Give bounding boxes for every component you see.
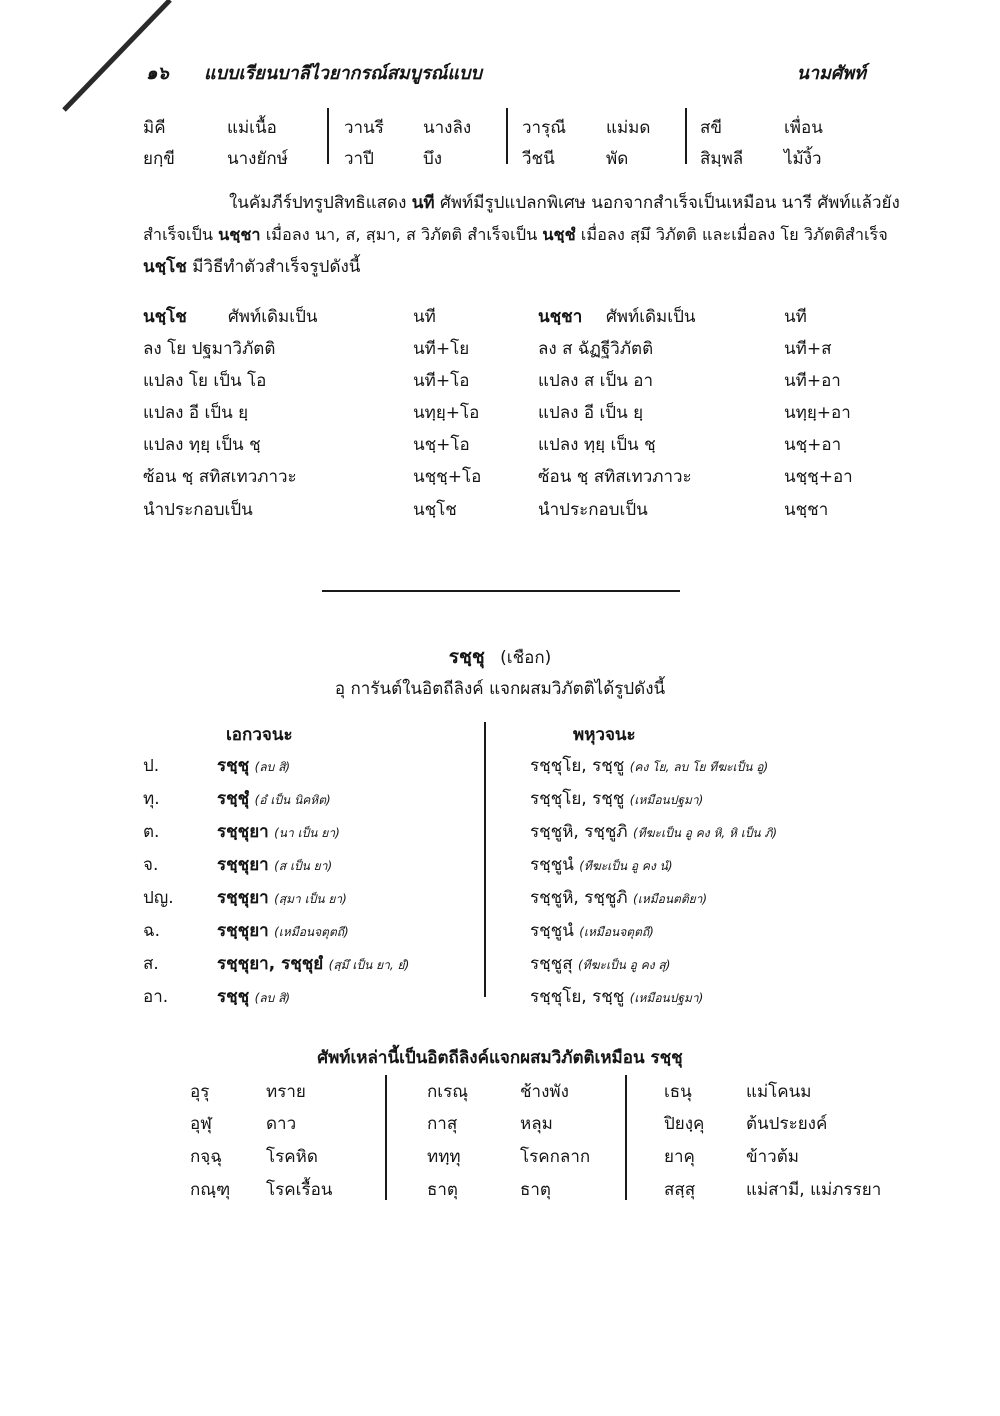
similar-word-pali: สสฺสุ	[664, 1180, 696, 1200]
plural-form	[530, 884, 707, 911]
singular-word: รชฺชุยา	[217, 888, 269, 908]
singular-form	[217, 917, 349, 944]
similar-word-thai: ข้าวต้ม	[746, 1147, 799, 1167]
singular-note: (ลบ สิ)	[254, 760, 291, 774]
case-label: ทุ.	[143, 789, 160, 809]
vocab-thai: บึง	[423, 149, 443, 169]
plural-form	[530, 818, 777, 845]
vocab-thai: นางยักษ์	[227, 149, 288, 169]
plural-word: รชฺชุโย, รชฺชู	[530, 756, 625, 776]
declension-title	[0, 642, 1000, 672]
plural-word: รชฺชูนํ	[530, 855, 574, 875]
derivation-step: แปลง ส เป็น อา	[538, 371, 654, 391]
vocab-pali: วารุณี	[522, 118, 566, 138]
derivation-result: นทฺยฺ+อา	[784, 403, 851, 423]
paragraph-bold-term: นชฺโช	[143, 257, 187, 277]
derivation-result: นชฺชา	[784, 500, 829, 520]
similar-word-thai: ทราย	[266, 1082, 306, 1102]
derivation-result: นชฺชฺ+อา	[784, 467, 853, 487]
singular-form	[217, 752, 290, 779]
plural-note: (เหมือนปฐมา)	[629, 991, 704, 1005]
derivation-step: นำประกอบเป็น	[143, 500, 253, 520]
vocab-pali: สิมฺพลี	[700, 149, 744, 169]
vocab-pali: สขี	[700, 118, 722, 138]
derivation-result: นทฺยฺ+โอ	[413, 403, 480, 423]
singular-note: (ลบ สิ)	[254, 991, 291, 1005]
singular-word: รชฺชุ	[217, 756, 250, 776]
vocab-thai: นางลิง	[423, 118, 472, 138]
similar-word-thai: ดาว	[266, 1114, 297, 1134]
singular-word: รชฺชุํ	[217, 789, 250, 809]
similar-word-thai: แม่สามี, แม่ภรรยา	[746, 1180, 882, 1200]
similar-word-thai: โรคหิด	[266, 1147, 318, 1167]
similar-word-pali: ททฺทุ	[427, 1147, 461, 1167]
derivation-head-label: ศัพท์เดิมเป็น	[228, 307, 318, 327]
vocab-thai: แม่มด	[606, 118, 651, 138]
similar-word-thai: ธาตุ	[520, 1180, 551, 1200]
similar-word-pali: กจฺฉุ	[190, 1147, 222, 1167]
derivation-result: นที+ส	[784, 339, 832, 359]
plural-note: (ทีฆะเป็น อู คง นํ)	[579, 859, 673, 873]
plural-note: (เหมือนปฐมา)	[629, 793, 704, 807]
derivation-head-label: ศัพท์เดิมเป็น	[606, 307, 696, 327]
derivation-step: แปลง อี เป็น ยฺ	[538, 403, 644, 423]
similar-word-thai: ต้นประยงค์	[746, 1114, 828, 1134]
singular-note: (นา เป็น ยา)	[274, 826, 340, 840]
paragraph-text: ศัพท์มีรูปแปลกพิเศษ นอกจากสำเร็จเป็นเหมือน นารี ศัพท์แล้วยัง	[434, 193, 900, 213]
derivation-step: ซ้อน ชฺ สทิสเทวภาวะ	[143, 467, 297, 487]
derivation-result: นชฺโช	[413, 500, 457, 520]
singular-form	[217, 950, 409, 977]
similar-word-pali: เธนุ	[664, 1082, 692, 1102]
derivation-step: แปลง โย เป็น โอ	[143, 371, 267, 391]
plural-note: (ทีฆะเป็น อู คง หิ, หิ เป็น ภิ)	[633, 826, 778, 840]
paragraph-line	[143, 219, 888, 251]
vocab-pali: วาปี	[344, 149, 374, 169]
derivation-result: นที+อา	[784, 371, 841, 391]
vocab-thai: พัด	[606, 149, 629, 169]
derivation-head-value: นที	[784, 307, 807, 327]
paragraph-bold-term: นชฺชํ	[542, 225, 576, 244]
derivation-step: ซ้อน ชฺ สทิสเทวภาวะ	[538, 467, 692, 487]
column-divider	[484, 722, 486, 997]
plural-word: รชฺชูสุ	[530, 954, 573, 974]
similar-word-thai: หลุม	[520, 1114, 553, 1134]
paragraph-text: ในคัมภีร์ปทรูปสิทธิแสดง	[229, 193, 412, 213]
similar-word-pali: กเรณุ	[427, 1082, 469, 1102]
book-title: แบบเรียนบาลีไวยากรณ์สมบูรณ์แบบ	[204, 63, 482, 84]
vocab-thai: ไม้งิ้ว	[784, 149, 822, 169]
derivation-step: แปลง อี เป็น ยฺ	[143, 403, 249, 423]
paragraph-bold-term: นที	[411, 193, 435, 213]
derivation-head-word: นชฺชา	[538, 307, 583, 327]
vocab-thai: แม่เนื้อ	[227, 118, 277, 138]
singular-form	[217, 983, 290, 1010]
singular-word: รชฺชุยา	[217, 822, 269, 842]
singular-word: รชฺชุยา	[217, 855, 269, 875]
plural-word: รชฺชูหิ, รชฺชูภิ	[530, 888, 628, 908]
derivation-step: แปลง ทฺยฺ เป็น ชฺ	[538, 435, 656, 455]
vocab-pali: วีชนี	[522, 149, 555, 169]
derivation-result: นที+โอ	[413, 371, 470, 391]
case-label: ปญ.	[143, 888, 174, 908]
vocab-pali: วานรี	[344, 118, 384, 138]
case-label: อา.	[143, 987, 169, 1007]
running-header	[146, 58, 866, 82]
column-header-plural: พหุวจนะ	[573, 725, 636, 745]
singular-form	[217, 851, 332, 878]
similar-word-thai: โรคกลาก	[520, 1147, 591, 1167]
similar-word-pali: กณฺฑุ	[190, 1180, 231, 1200]
declension-meaning: (เชือก)	[500, 648, 552, 668]
similar-word-thai: แม่โคนม	[746, 1082, 812, 1102]
paragraph-bold-term: นชฺชา	[218, 225, 261, 244]
similar-word-pali: กาสุ	[427, 1114, 458, 1134]
similar-word-pali: ปิยงฺคุ	[664, 1114, 705, 1134]
vocab-thai: เพื่อน	[784, 118, 823, 138]
plural-note: (คง โย, ลบ โย ทีฆะเป็น อู)	[629, 760, 769, 774]
declension-word: รชฺชุ	[448, 646, 485, 668]
case-label: ส.	[143, 954, 159, 974]
similar-word-pali: อุรุ	[190, 1082, 210, 1102]
plural-form	[530, 950, 670, 977]
singular-form	[217, 818, 340, 845]
plural-form	[530, 983, 703, 1010]
section-divider	[322, 590, 680, 592]
derivation-result: นชฺ+โอ	[413, 435, 470, 455]
singular-note: (เหมือนจตุตถี)	[274, 925, 349, 939]
paragraph-line	[143, 251, 867, 283]
paragraph-line	[143, 187, 900, 219]
page-number: ๑๖	[146, 63, 169, 84]
paragraph-text: เมื่อลง นา, ส, สฺมา, ส วิภัตติ สำเร็จเป็น	[260, 225, 543, 244]
case-label: ต.	[143, 822, 160, 842]
paragraph-text: สำเร็จเป็น	[143, 225, 219, 244]
vocab-pali: มิคี	[143, 118, 166, 138]
singular-word: รชฺชุ	[217, 987, 250, 1007]
column-header-singular: เอกวจนะ	[226, 725, 293, 745]
singular-note: (อํ เป็น นิคหิต)	[254, 793, 331, 807]
derivation-step: ลง โย ปฐมาวิภัตติ	[143, 339, 276, 359]
plural-form	[530, 917, 654, 944]
plural-note: (ทีฆะเป็น อู คง สุ)	[578, 958, 671, 972]
plural-word: รชฺชูนํ	[530, 921, 574, 941]
derivation-step: นำประกอบเป็น	[538, 500, 648, 520]
singular-form	[217, 785, 331, 812]
similar-word-thai: โรคเรื้อน	[266, 1180, 333, 1200]
derivation-result: นชฺ+อา	[784, 435, 842, 455]
paragraph-text: มีวิธีทำตัวสำเร็จรูปดังนี้	[186, 257, 361, 277]
similar-words-heading: ศัพท์เหล่านี้เป็นอิตถีลิงค์แจกผสมวิภัตติเหมือน รชฺชุ	[317, 1048, 683, 1068]
case-label: ป.	[143, 756, 160, 776]
derivation-step: แปลง ทฺยฺ เป็น ชฺ	[143, 435, 261, 455]
singular-word: รชฺชุยา, รชฺชุยํ	[217, 954, 324, 974]
similar-word-thai: ช้างพัง	[520, 1082, 569, 1102]
similar-word-pali: อุฬุ	[190, 1114, 212, 1134]
singular-note: (สฺมา เป็น ยา)	[274, 892, 347, 906]
column-divider	[625, 1075, 627, 1200]
singular-word: รชฺชุยา	[217, 921, 269, 941]
plural-form	[530, 785, 703, 812]
column-divider	[685, 108, 687, 164]
plural-form	[530, 851, 673, 878]
intro-paragraph	[143, 187, 900, 283]
similar-word-pali: ยาคุ	[664, 1147, 695, 1167]
case-label: จ.	[143, 855, 159, 875]
derivation-head-word: นชฺโช	[143, 307, 187, 327]
section-title: นามศัพท์	[796, 63, 866, 84]
declension-subtitle: อุ การันต์ในอิตถีลิงค์ แจกผสมวิภัตติได้รูปดังนี้	[334, 679, 666, 699]
derivation-result: นชฺชฺ+โอ	[413, 467, 482, 487]
column-divider	[327, 108, 329, 164]
column-divider	[506, 108, 508, 164]
plural-word: รชฺชูหิ, รชฺชูภิ	[530, 822, 628, 842]
vocab-pali: ยกฺขี	[143, 149, 175, 169]
singular-form	[217, 884, 347, 911]
plural-word: รชฺชุโย, รชฺชู	[530, 789, 625, 809]
derivation-step: ลง ส ฉัฏฐีวิภัตติ	[538, 339, 654, 359]
plural-word: รชฺชุโย, รชฺชู	[530, 987, 625, 1007]
plural-note: (เหมือนจตุตถี)	[579, 925, 654, 939]
plural-note: (เหมือนตติยา)	[633, 892, 708, 906]
paragraph-text: เมื่อลง สฺมึ วิภัตติ และเมื่อลง โย วิภัตติสำเร็จ	[575, 225, 888, 244]
similar-word-pali: ธาตุ	[427, 1180, 458, 1200]
singular-note: (ส เป็น ยา)	[274, 859, 333, 873]
plural-form	[530, 752, 768, 779]
derivation-result: นที+โย	[413, 339, 470, 359]
column-divider	[385, 1075, 387, 1200]
singular-note: (สฺมึ เป็น ยา, ยํ)	[328, 958, 410, 972]
derivation-head-value: นที	[413, 307, 436, 327]
case-label: ฉ.	[143, 921, 160, 941]
